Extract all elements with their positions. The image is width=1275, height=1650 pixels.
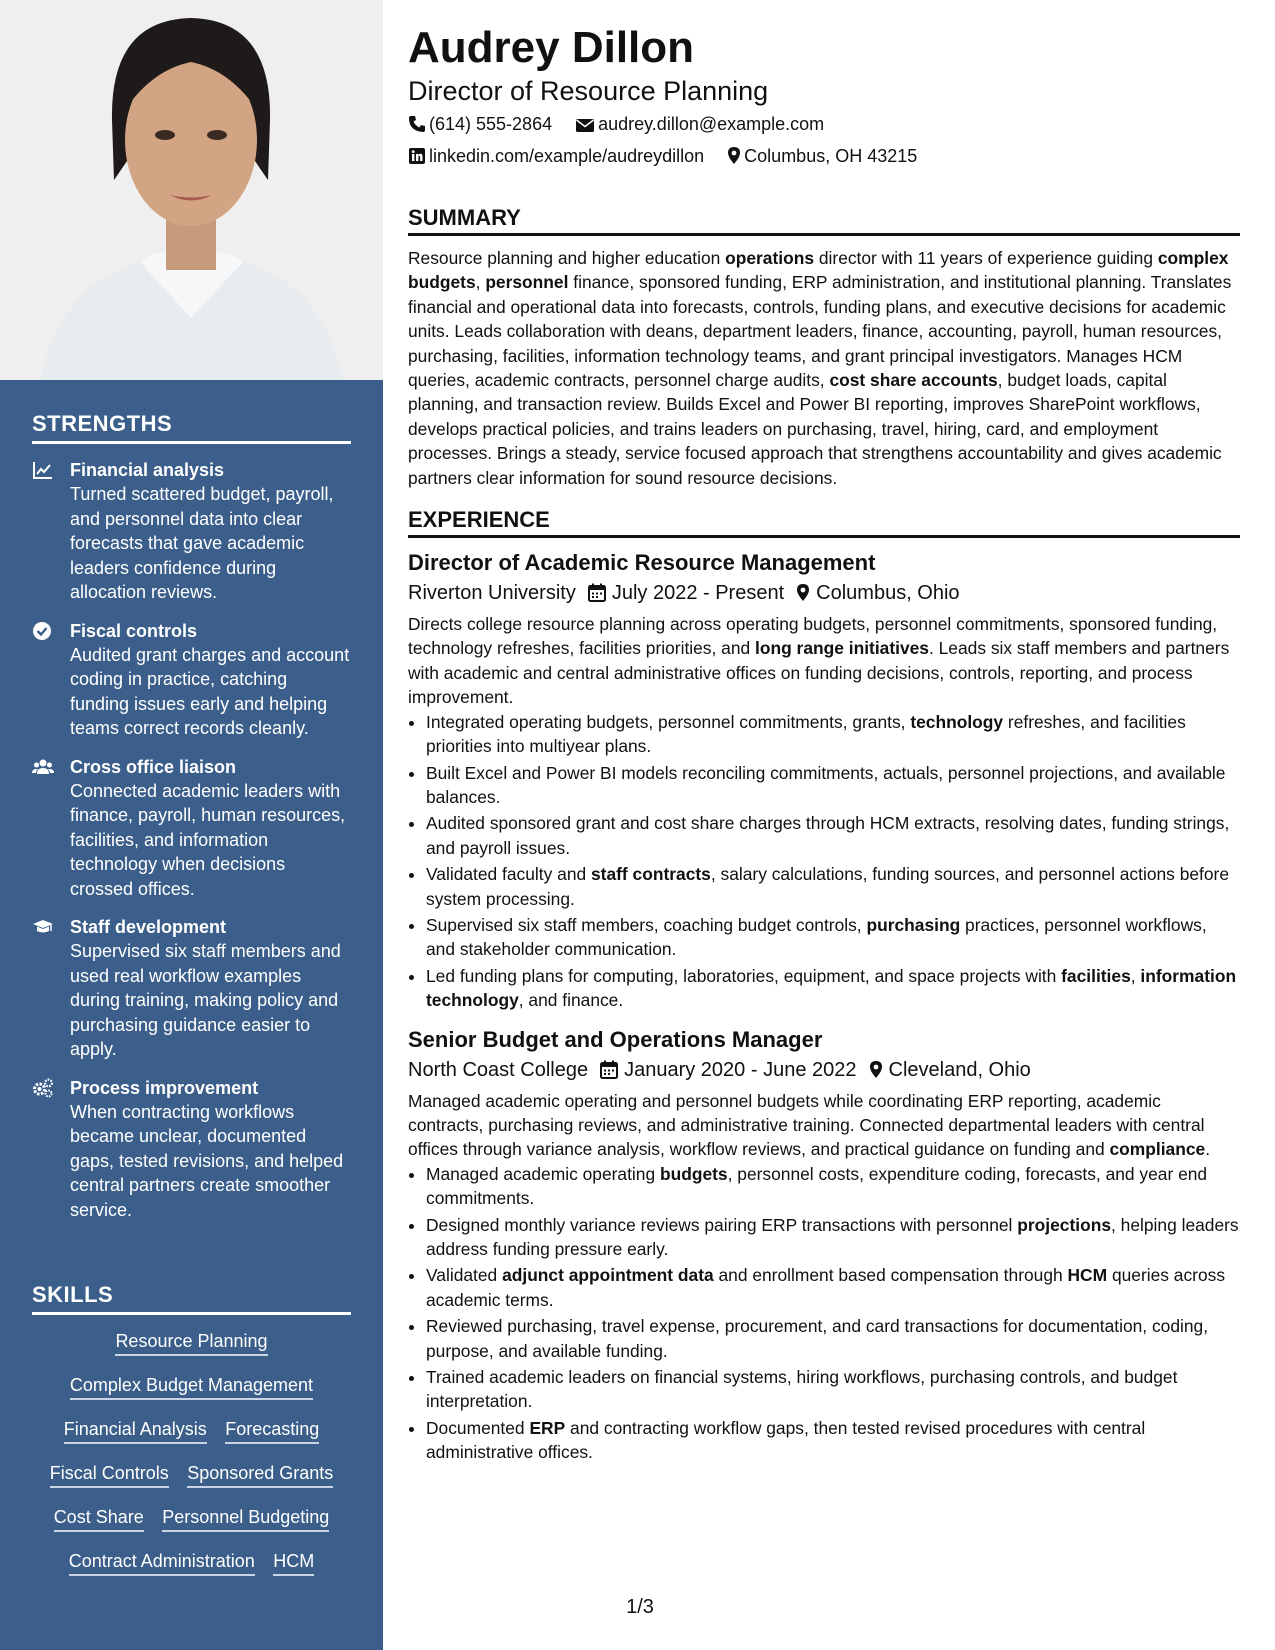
job-dates: July 2022 - Present (611, 582, 785, 605)
skill-row (32, 1417, 351, 1444)
phone-text: (614) 555-2864 (429, 114, 553, 134)
sidebar (0, 0, 383, 1650)
gears-icon (32, 1078, 54, 1098)
experience-heading: EXPERIENCE (408, 507, 1240, 538)
job-intro: Managed academic operating and personnel budgets while coordinating ERP reporting, academic contracts, purchasing reviews, and administrative training. Connected departmental leaders with central offices through variance analysis, workflow reviews, and practical guidance on funding and compliance. (408, 1090, 1211, 1160)
strength-item (32, 458, 351, 605)
strengths-heading: STRENGTHS (32, 411, 351, 444)
location-text: Columbus, OH 43215 (744, 146, 918, 166)
strength-description: When contracting workflows became unclear, documented gaps, tested revisions, and helped central partners create smoother service. (70, 1101, 344, 1220)
linkedin-icon (408, 147, 426, 165)
phone-icon (408, 115, 426, 133)
skills-heading: SKILLS (32, 1282, 351, 1315)
calendar-icon (600, 1060, 618, 1079)
strength-description: Audited grant charges and account coding in practice, catching funding issues early and helping teams correct records cleanly. (70, 644, 350, 738)
skill-row (32, 1329, 351, 1356)
job-intro: Directs college resource planning across operating budgets, personnel commitments, sponsored funding, technology refreshes, facilities priorities, and long range initiatives. Leads six staff members and partners with academic and central administrative offices on funding decisions, controls, reporting, and process improvement. (408, 614, 1230, 708)
strength-description: Turned scattered budget, payroll, and personnel data into clear forecasts that gave academic leaders confidence during allocation reviews. (70, 484, 334, 602)
job-location: Columbus, Ohio (816, 582, 960, 605)
strength-title: Staff development (70, 917, 227, 937)
skills-list (32, 1329, 351, 1576)
job-title: Senior Budget and Operations Manager (408, 1026, 823, 1052)
job-title: Director of Academic Resource Management (408, 550, 876, 576)
job-bullets (408, 1162, 1240, 1465)
job-dates: January 2020 - June 2022 (624, 1058, 857, 1081)
bullet-item: • Validated adjunct appointment data and enrollment based compensation through HCM queries across academic terms. (426, 1263, 1240, 1312)
strength-description: Supervised six staff members and used real workflow examples during training, making policy and purchasing guidance easier to apply. (70, 941, 341, 1059)
strength-item (32, 619, 351, 741)
strength-title: Financial analysis (70, 460, 225, 480)
map-pin-icon (796, 583, 810, 602)
skill-tag: Financial Analysis (64, 1417, 207, 1444)
skill-tag: Contract Administration (69, 1549, 255, 1576)
bullet-item: • Supervised six staff members, coaching budget controls, purchasing practices, personnel workflows, and stakeholder communication. (426, 913, 1240, 962)
strength-description: Connected academic leaders with finance, payroll, human resources, facilities, and information technology when decisions crossed offices. (70, 780, 346, 899)
skill-tag: Complex Budget Management (70, 1373, 313, 1400)
users-icon (32, 757, 54, 777)
strength-title: Fiscal controls (70, 620, 198, 641)
job-organization: North Coast College (408, 1058, 589, 1081)
skill-tag: HCM (273, 1549, 314, 1576)
bullet-item: • Managed academic operating budgets, personnel costs, expenditure coding, forecasts, and year end commitments. (426, 1162, 1240, 1211)
bullet-item: • Documented ERP and contracting workflow gaps, then tested revised procedures with central administrative offices. (426, 1416, 1240, 1465)
summary-heading: SUMMARY (408, 205, 1240, 236)
page-indicator: 1/3 (626, 1596, 654, 1618)
job-entry (408, 548, 1240, 1013)
job-entry (408, 1025, 1240, 1465)
email-text: audrey.dillon@example.com (598, 114, 825, 134)
calendar-icon (588, 583, 606, 602)
bullet-item: • Built Excel and Power BI models reconciling commitments, actuals, personnel projections, and available balances. (426, 761, 1240, 810)
skill-row (32, 1373, 351, 1400)
strength-item (32, 1076, 351, 1223)
skill-tag: Sponsored Grants (187, 1461, 333, 1488)
summary-text: Resource planning and higher education operations director with 11 years of experience guiding complex budgets, personnel finance, sponsored funding, ERP administration, and institutional planning. Translates financial and operational data into forecasts, controls, funding plans, and executive decisions for academic units. Leads collaboration with deans, department leaders, finance, accounting, payroll, human resources, purchasing, facilities, information technology teams, and grant principal investigators. Manages HCM queries, academic contracts, personnel charge audits, cost share accounts, budget loads, capital planning, and transaction review. Builds Excel and Power BI reporting, improves SharePoint workflows, develops practical policies, and trains leaders on purchasing, travel, hiring, card, and employment processes. Brings a steady, service focused approach that strengthens accountability and gives academic partners clear information for sound resource decisions. (408, 248, 1232, 488)
bullet-item: • Reviewed purchasing, travel expense, procurement, and card transactions for documentation, coding, purpose, and available funding. (426, 1314, 1240, 1363)
graduation-cap-icon (32, 917, 54, 937)
map-pin-icon (727, 146, 741, 165)
bullet-item: • Validated faculty and staff contracts, salary calculations, funding sources, and personnel actions before system processing. (426, 862, 1240, 911)
phone-contact[interactable] (408, 114, 557, 134)
skill-tag: Personnel Budgeting (162, 1505, 329, 1532)
job-meta (408, 578, 1240, 608)
job-bullets (408, 710, 1240, 1013)
profile-photo (0, 0, 383, 380)
contact-line-2 (408, 140, 1240, 172)
candidate-title: Director of Resource Planning (408, 76, 769, 106)
linkedin-contact[interactable] (408, 146, 709, 166)
location-contact (727, 146, 917, 166)
strengths-section (32, 411, 351, 1236)
main-content (408, 20, 1240, 1467)
bullet-item: • Trained academic leaders on financial systems, hiring workflows, purchasing controls, and budget interpretation. (426, 1365, 1240, 1414)
map-pin-icon (869, 1060, 883, 1079)
skill-tag: Forecasting (225, 1417, 319, 1444)
skill-row (32, 1461, 351, 1488)
chart-line-icon (32, 460, 54, 480)
job-meta (408, 1055, 1240, 1085)
skill-tag: Fiscal Controls (50, 1461, 169, 1488)
bullet-item: • Led funding plans for computing, laboratories, equipment, and space projects with facilities, information technology, and finance. (426, 964, 1240, 1013)
skill-row (32, 1505, 351, 1532)
skill-tag: Resource Planning (115, 1329, 267, 1356)
envelope-icon (575, 117, 595, 133)
email-contact[interactable] (575, 114, 824, 134)
bullet-item: • Audited sponsored grant and cost share charges through HCM extracts, resolving dates, funding strings, and payroll issues. (426, 811, 1240, 860)
linkedin-text: linkedin.com/example/audreydillon (429, 146, 705, 166)
job-location: Cleveland, Ohio (888, 1058, 1031, 1081)
bullet-item: • Designed monthly variance reviews pairing ERP transactions with personnel projections, helping leaders address funding pressure early. (426, 1213, 1240, 1262)
portrait-image (0, 0, 383, 380)
candidate-name: Audrey Dillon (408, 23, 695, 72)
skill-tag: Cost Share (54, 1505, 144, 1532)
bullet-item: • Integrated operating budgets, personnel commitments, grants, technology refreshes, and facilities priorities into multiyear plans. (426, 710, 1240, 759)
strength-item (32, 755, 351, 902)
strength-item (32, 915, 351, 1062)
strength-title: Process improvement (70, 1077, 259, 1098)
skill-row (32, 1549, 351, 1576)
contact-line-1 (408, 108, 1240, 140)
check-circle-icon (32, 621, 54, 641)
skills-section (32, 1282, 351, 1593)
job-organization: Riverton University (408, 582, 576, 605)
strength-title: Cross office liaison (70, 756, 237, 777)
